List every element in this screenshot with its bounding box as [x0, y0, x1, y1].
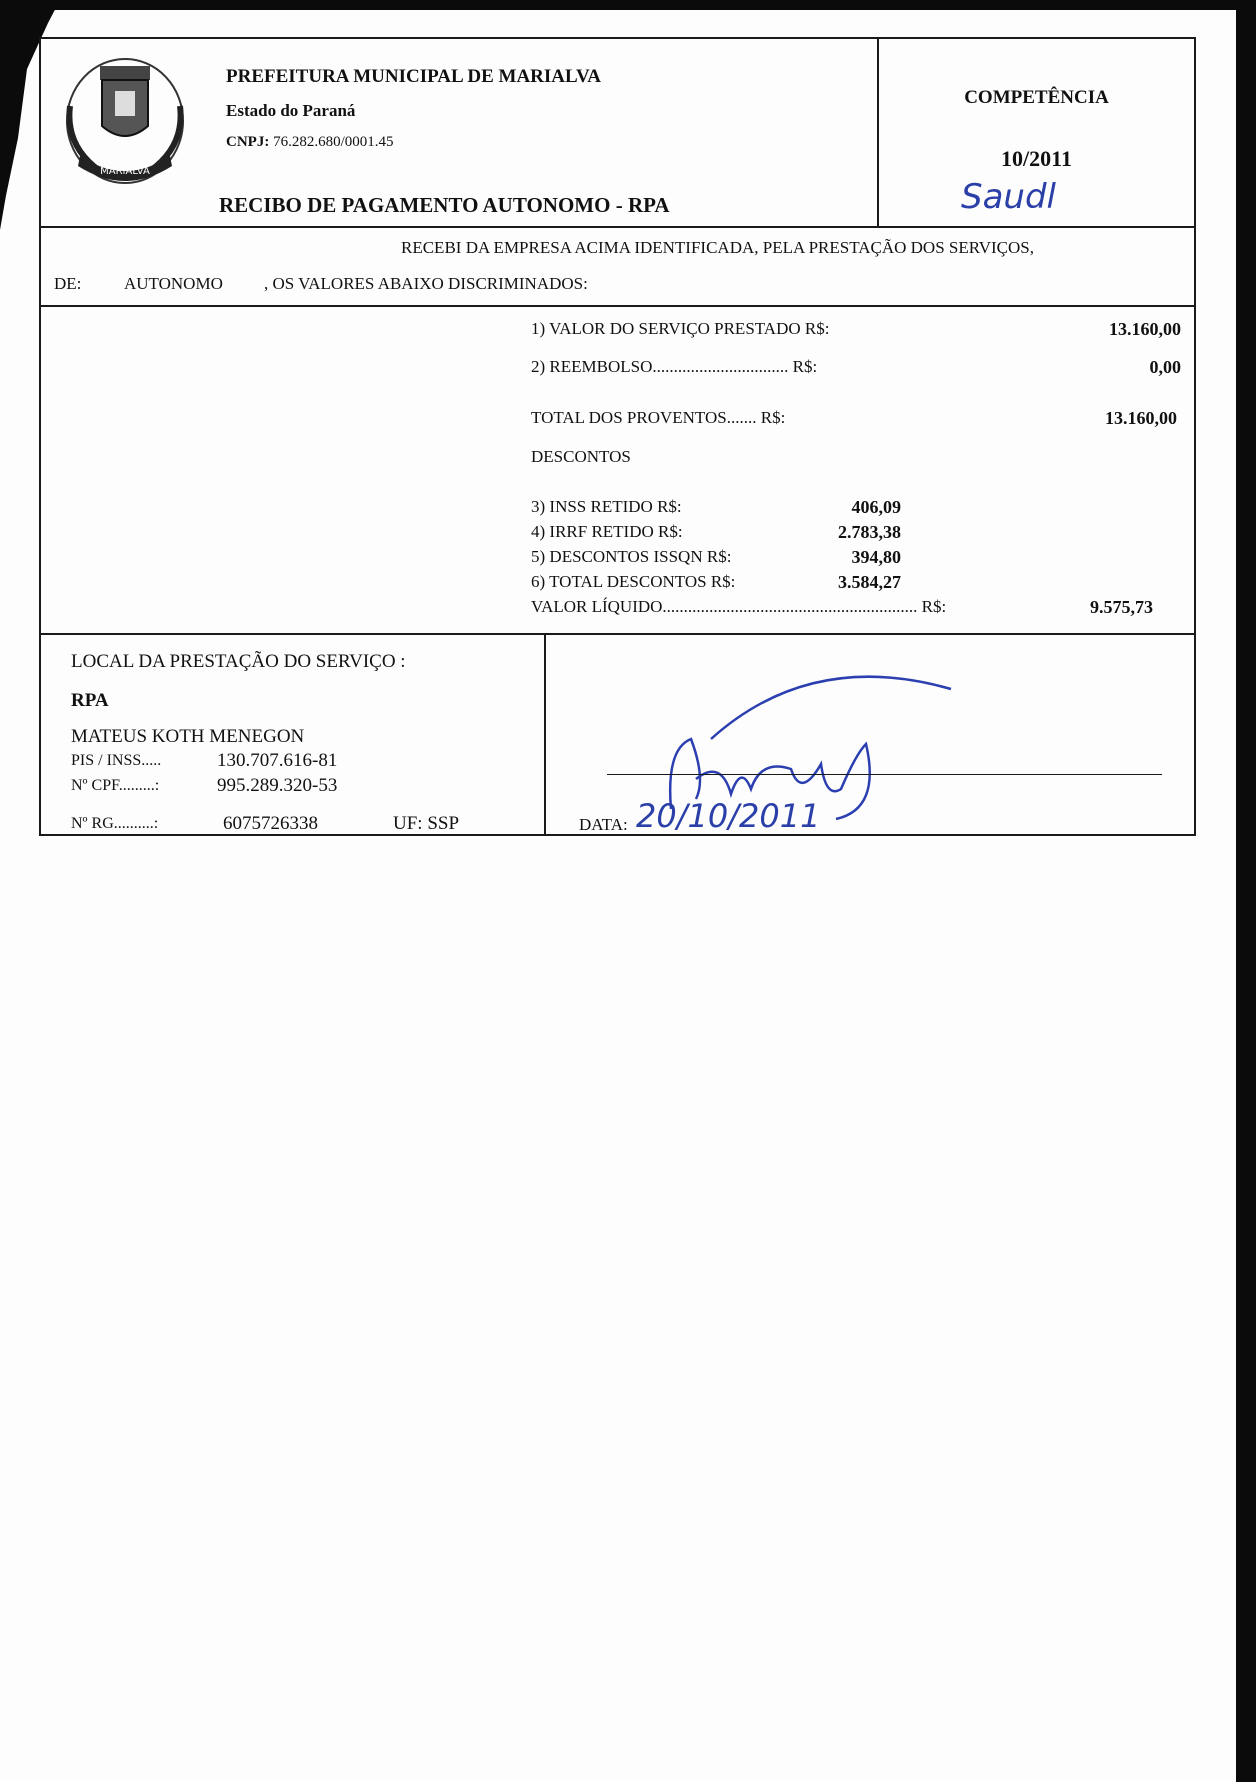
de-label: DE:: [54, 274, 82, 293]
svg-text:MARIALVA: MARIALVA: [100, 166, 150, 177]
state-name: Estado do Paraná: [226, 101, 356, 120]
pis-value: 130.707.616-81: [217, 750, 338, 771]
total-descontos-label: 6) TOTAL DESCONTOS R$:: [531, 572, 736, 591]
cpf-label: Nº CPF.........:: [71, 777, 160, 794]
pis-label: PIS / INSS.....: [71, 752, 162, 769]
inss-value: 406,09: [851, 497, 901, 517]
provider-name: MATEUS KOTH MENEGON: [71, 726, 305, 747]
competencia-value: 10/2011: [1001, 146, 1072, 171]
irrf-label: 4) IRRF RETIDO R$:: [531, 522, 683, 541]
inss-label: 3) INSS RETIDO R$:: [531, 497, 682, 516]
divider-values: [41, 633, 1196, 635]
statement-line2: , OS VALORES ABAIXO DISCRIMINADOS:: [264, 274, 588, 293]
org-name: PREFEITURA MUNICIPAL DE MARIALVA: [226, 66, 601, 87]
reembolso-value: 0,00: [1149, 357, 1181, 377]
scan-border-top: [0, 0, 1256, 10]
rg-value: 6075726338: [223, 813, 318, 834]
de-value: AUTONOMO: [124, 274, 223, 293]
document-title: RECIBO DE PAGAMENTO AUTONOMO - RPA: [219, 193, 670, 217]
handwritten-date: 20/10/2011: [636, 797, 821, 835]
statement-line1: RECEBI DA EMPRESA ACIMA IDENTIFICADA, PELA PRESTAÇÃO DOS SERVIÇOS,: [401, 238, 1034, 257]
cnpj-value: 76.282.680/0001.45: [273, 134, 394, 150]
irrf-value: 2.783,38: [838, 522, 901, 542]
rg-label: Nº RG..........:: [71, 815, 159, 832]
scan-border-right: [1236, 0, 1256, 1782]
total-proventos-label: TOTAL DOS PROVENTOS....... R$:: [531, 408, 786, 427]
uf-label: UF:: [393, 813, 423, 834]
issqn-value: 394,80: [851, 547, 901, 567]
liquido-value: 9.575,73: [1090, 597, 1153, 617]
local-value: RPA: [71, 690, 109, 711]
receipt-form: [39, 37, 1196, 836]
descontos-heading: DESCONTOS: [531, 447, 631, 466]
competencia-label: COMPETÊNCIA: [964, 87, 1109, 108]
uf-value: SSP: [427, 813, 460, 834]
issqn-label: 5) DESCONTOS ISSQN R$:: [531, 547, 732, 566]
servico-value: 13.160,00: [1109, 319, 1181, 339]
total-descontos-value: 3.584,27: [838, 572, 901, 592]
coat-of-arms-logo: [60, 46, 190, 196]
divider-header: [41, 226, 1196, 228]
cnpj-label: CNPJ:: [226, 134, 270, 150]
cpf-value: 995.289.320-53: [217, 775, 338, 796]
total-proventos-value: 13.160,00: [1105, 408, 1177, 428]
footer-divider: [544, 633, 546, 836]
handwritten-initials: Saudl: [961, 177, 1056, 217]
date-label: DATA:: [579, 815, 628, 834]
header-divider: [877, 39, 879, 226]
divider-statement: [41, 305, 1196, 307]
reembolso-label: 2) REEMBOLSO................................ R$:: [531, 357, 818, 376]
liquido-label: VALOR LÍQUIDO............................................................ R$:: [531, 597, 947, 616]
signature-line: [607, 774, 1162, 775]
local-label: LOCAL DA PRESTAÇÃO DO SERVIÇO :: [71, 651, 406, 672]
servico-label: 1) VALOR DO SERVIÇO PRESTADO R$:: [531, 319, 830, 338]
